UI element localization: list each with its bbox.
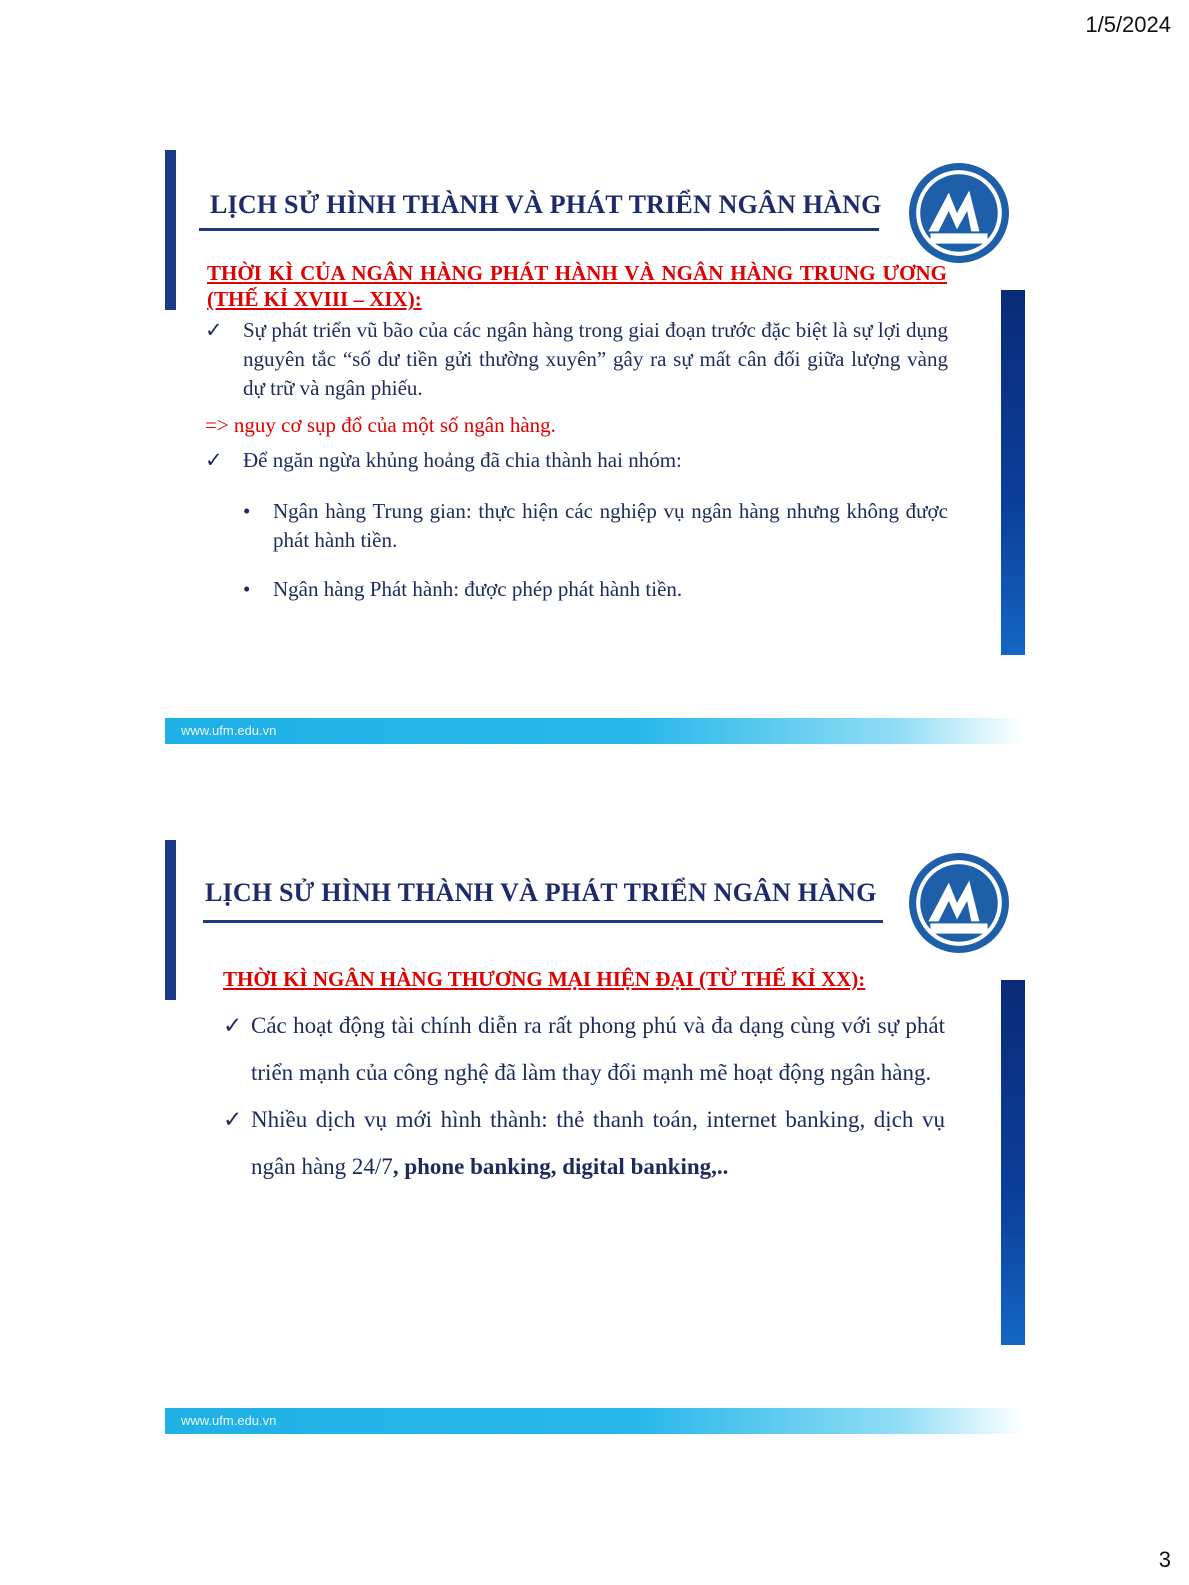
check-item-text: Nhiều dịch vụ mới hình thành: thẻ thanh toán, internet banking, dịch vụ ngân hàng 24/7 xyxy=(251,1107,945,1179)
check-item xyxy=(223,1096,945,1190)
check-item-text: Các hoạt động tài chính diễn ra rất phong phú và đa dạng cùng với sự phát triển mạnh của công nghệ đã làm thay đổi mạnh mẽ hoạt động ngân hàng. xyxy=(251,1013,945,1085)
title-underline xyxy=(199,228,879,231)
sub-item-text: Ngân hàng Trung gian: thực hiện các nghiệp vụ ngân hàng nhưng không được phát hành tiền. xyxy=(273,499,948,552)
page-date: 1/5/2024 xyxy=(1085,12,1171,37)
footer-bar xyxy=(165,718,1025,744)
sub-item xyxy=(205,497,948,555)
left-accent-bar xyxy=(165,840,176,1000)
check-item xyxy=(205,316,948,403)
sub-item xyxy=(205,575,948,604)
section-heading: THỜI KÌ CỦA NGÂN HÀNG PHÁT HÀNH VÀ NGÂN HÀNG TRUNG ƯƠNG (THẾ KỈ XVIII – XIX): xyxy=(207,261,947,311)
bullet-icon: • xyxy=(243,499,251,523)
page-number: 3 xyxy=(1158,1547,1171,1572)
check-item-text: Để ngăn ngừa khủng hoảng đã chia thành hai nhóm: xyxy=(243,448,682,472)
check-item xyxy=(205,446,948,475)
title-underline xyxy=(203,920,883,923)
slide-body xyxy=(223,1002,945,1190)
consequence-text: => nguy cơ sụp đổ của một số ngân hàng. xyxy=(205,413,556,437)
ufm-logo-icon xyxy=(908,852,1010,954)
ufm-logo-icon xyxy=(908,162,1010,264)
check-item-text: Sự phát triển vũ bão của các ngân hàng trong giai đoạn trước đặc biệt là sự lợi dụng nguyên tắc “số dư tiền gửi thường xuyên” gây ra sự mất cân đối giữa lượng vàng dự trữ và ngân phiếu. xyxy=(243,318,948,400)
check-icon: ✓ xyxy=(205,448,223,472)
footer-url: www.ufm.edu.vn xyxy=(181,1413,277,1428)
footer-bar xyxy=(165,1408,1025,1434)
section-heading: THỜI KÌ NGÂN HÀNG THƯƠNG MẠI HIỆN ĐẠI (TỪ THẾ KỈ XX): xyxy=(223,967,866,991)
right-accent-bar xyxy=(1001,980,1025,1345)
slide-title: LỊCH SỬ HÌNH THÀNH VÀ PHÁT TRIỂN NGÂN HÀNG xyxy=(205,878,877,907)
check-icon: ✓ xyxy=(205,318,223,342)
check-icon: ✓ xyxy=(223,1107,243,1132)
bullet-icon: • xyxy=(243,577,251,601)
check-icon: ✓ xyxy=(223,1013,243,1038)
slide-body xyxy=(205,316,948,604)
right-accent-bar xyxy=(1001,290,1025,655)
slide-title: LỊCH SỬ HÌNH THÀNH VÀ PHÁT TRIỂN NGÂN HÀNG xyxy=(210,190,882,219)
footer-url: www.ufm.edu.vn xyxy=(181,723,277,738)
slide-2 xyxy=(165,840,1025,1440)
sub-item-text: Ngân hàng Phát hành: được phép phát hành tiền. xyxy=(273,577,683,601)
left-accent-bar xyxy=(165,150,176,310)
check-item-bold-text: , phone banking, digital banking,.. xyxy=(392,1154,729,1179)
slide-1 xyxy=(165,150,1025,750)
check-item xyxy=(223,1002,945,1096)
